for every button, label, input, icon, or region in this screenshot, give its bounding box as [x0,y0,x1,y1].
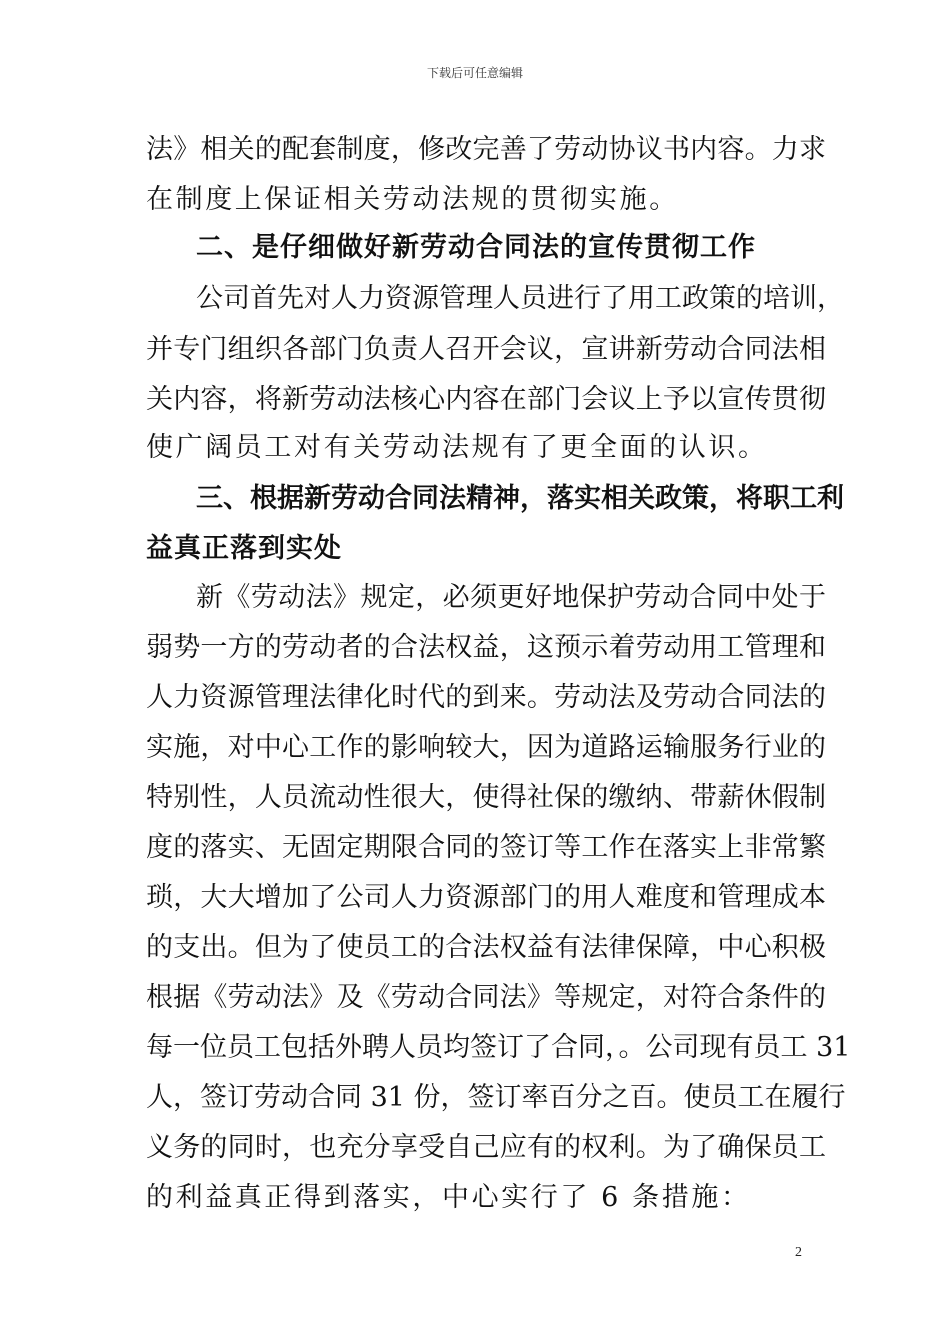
body-text-line: 公司首先对人力资源管理人员进行了用工政策的培训， [196,283,844,314]
page-number: 2 [795,1245,802,1260]
body-text-line: 的支出。但为了使员工的合法权益有法律保障，中心积极 [146,932,826,963]
section-heading-3: 三、根据新劳动合同法精神，落实相关政策，将职工利 [196,483,844,514]
body-text-line: 法》相关的配套制度，修改完善了劳动协议书内容。力求 [146,134,826,165]
body-text-line: 人力资源管理法律化时代的到来。劳动法及劳动合同法的 [146,682,826,713]
body-text-line: 人，签订劳动合同 31 份，签订率百分之百。使员工在履行 [146,1082,846,1113]
body-text-line: 的利益真正得到落实，中心实行了 6 条措施： [146,1182,751,1213]
body-text-line: 关内容，将新劳动法核心内容在部门会议上予以宣传贯彻 [146,384,826,415]
body-text-line: 度的落实、无固定期限合同的签订等工作在落实上非常繁 [146,832,826,863]
body-text-line: 在制度上保证相关劳动法规的贯彻实施。 [146,184,679,215]
section-heading-3-cont: 益真正落到实处 [146,533,342,564]
body-text-line: 特别性，人员流动性很大，使得社保的缴纳、带薪休假制 [146,782,826,813]
body-text-line: 根据《劳动法》及《劳动合同法》等规定，对符合条件的 [146,982,826,1013]
body-text-line: 新《劳动法》规定，必须更好地保护劳动合同中处于 [196,582,826,613]
body-text-line: 弱势一方的劳动者的合法权益，这预示着劳动用工管理和 [146,632,826,663]
body-text-line: 并专门组织各部门负责人召开会议，宣讲新劳动合同法相 [146,334,826,365]
body-text-line: 每一位员工包括外聘人员均签订了合同，。公司现有员工 31 [146,1032,851,1063]
body-text-line: 实施，对中心工作的影响较大，因为道路运输服务行业的 [146,732,826,763]
body-text-line: 琐，大大增加了公司人力资源部门的用人难度和管理成本 [146,882,826,913]
page-header-watermark: 下载后可任意编辑 [426,66,523,80]
body-text-line: 义务的同时，也充分享受自己应有的权利。为了确保员工 [146,1132,826,1163]
section-heading-2: 二、是仔细做好新劳动合同法的宣传贯彻工作 [196,232,756,263]
body-text-line: 使广阔员工对有关劳动法规有了更全面的认识。 [146,432,768,463]
